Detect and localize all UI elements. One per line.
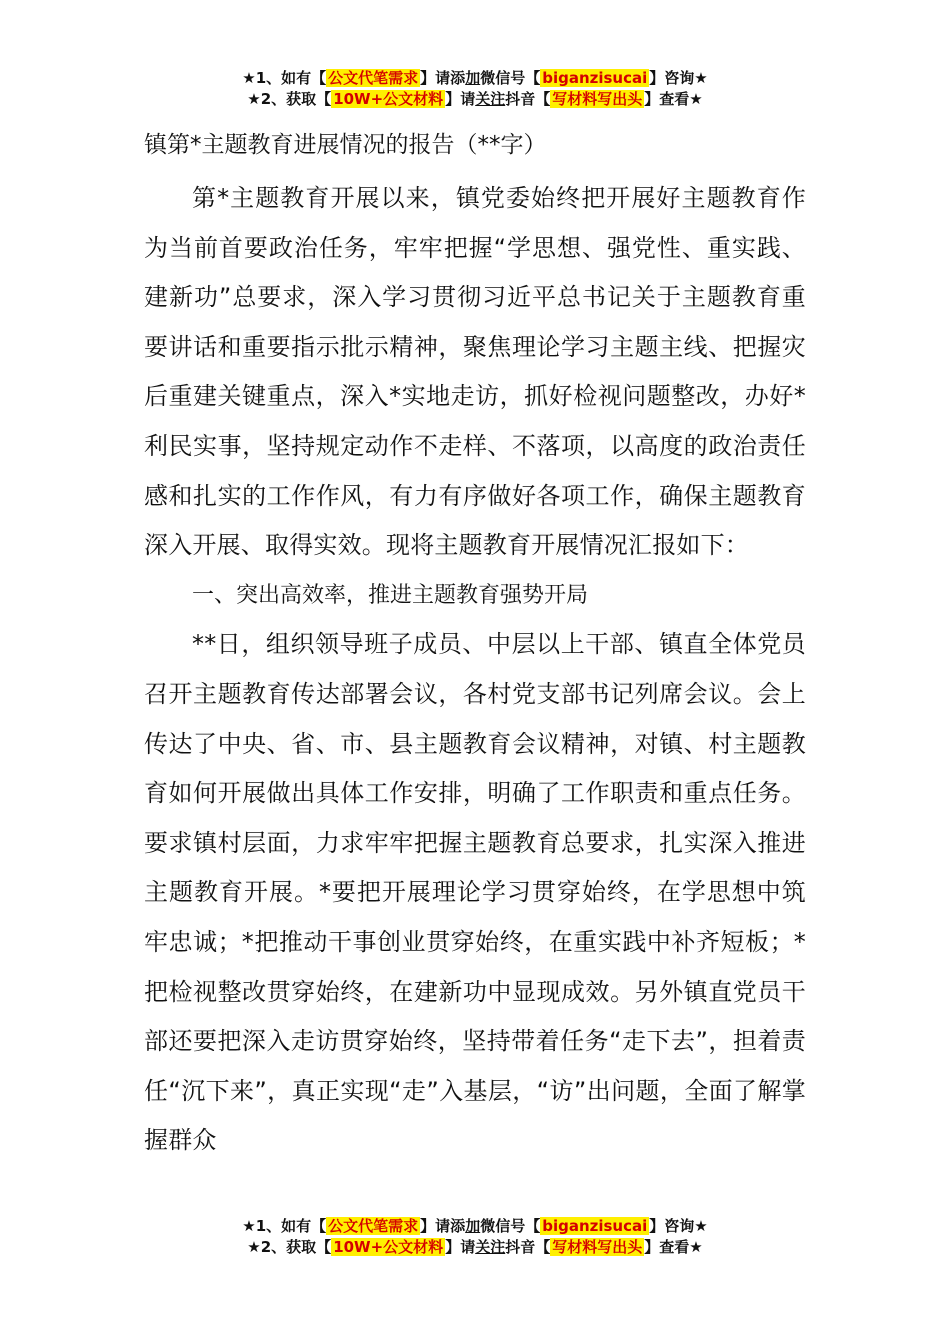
- highlight-materials: 10W+公文材料: [333, 1238, 444, 1256]
- highlight-service: 公文代笔需求: [328, 69, 419, 87]
- highlight-materials: 10W+公文材料: [333, 90, 444, 108]
- highlight-service: 公文代笔需求: [328, 1217, 419, 1235]
- document-body: [144, 126, 806, 1166]
- notice-footer: [0, 1216, 950, 1258]
- notice-header: [0, 68, 950, 110]
- highlight-douyin-account: 写材料写出头: [552, 90, 643, 108]
- paragraph-intro: 第*主题教育开展以来，镇党委始终把开展好主题教育作为当前首要政治任务，牢牢把握“学思想、强党性、重实践、建新功”总要求，深入学习贯彻习近平总书记关于主题教育重要讲话和重要指示批示精神，聚焦理论学习主题主线、把握灾后重建关键重点，深入*实地走访，抓好检视问题整改，办好*利民实事，坚持规定动作不走样、不落项，以高度的政治责任感和扎实的工作作风，有力有序做好各项工作，确保主题教育深入开展、取得实效。现将主题教育开展情况汇报如下：: [144, 184, 806, 560]
- notice-line-2: ★2、获取【 10W+公文材料 】请关注抖音【 写材料写出头 】查看★: [247, 1238, 703, 1256]
- highlight-douyin-account: 写材料写出头: [552, 1238, 643, 1256]
- highlight-wechat-id: biganzisucai: [542, 69, 648, 87]
- document-title: 镇第*主题教育进展情况的报告（**字）: [144, 132, 547, 158]
- section-heading-1: 一、突出高效率，推进主题教育强势开局: [192, 582, 589, 608]
- notice-line-1: ★1、如有【 公文代笔需求 】请添加微信号【 biganzisucai 】咨询★: [242, 69, 708, 87]
- notice-line-2: ★2、获取【 10W+公文材料 】请关注抖音【 写材料写出头 】查看★: [247, 90, 703, 108]
- highlight-wechat-id: biganzisucai: [542, 1217, 648, 1235]
- notice-line-1: ★1、如有【 公文代笔需求 】请添加微信号【 biganzisucai 】咨询★: [242, 1217, 708, 1235]
- paragraph-section-1: **日，组织领导班子成员、中层以上干部、镇直全体党员召开主题教育传达部署会议，各村党支部书记列席会议。会上传达了中央、省、市、县主题教育会议精神，对镇、村主题教育如何开展做出具体工作安排，明确了工作职责和重点任务。要求镇村层面，力求牢牢把握主题教育总要求，扎实深入推进主题教育开展。*要把开展理论学习贯穿始终，在学思想中筑牢忠诚；*把推动干事创业贯穿始终，在重实践中补齐短板；*把检视整改贯穿始终，在建新功中显现成效。另外镇直党员干部还要把深入走访贯穿始终，坚持带着任务“走下去”，担着责任“沉下来”，真正实现“走”入基层，“访”出问题，全面了解掌握群众: [144, 630, 806, 1155]
